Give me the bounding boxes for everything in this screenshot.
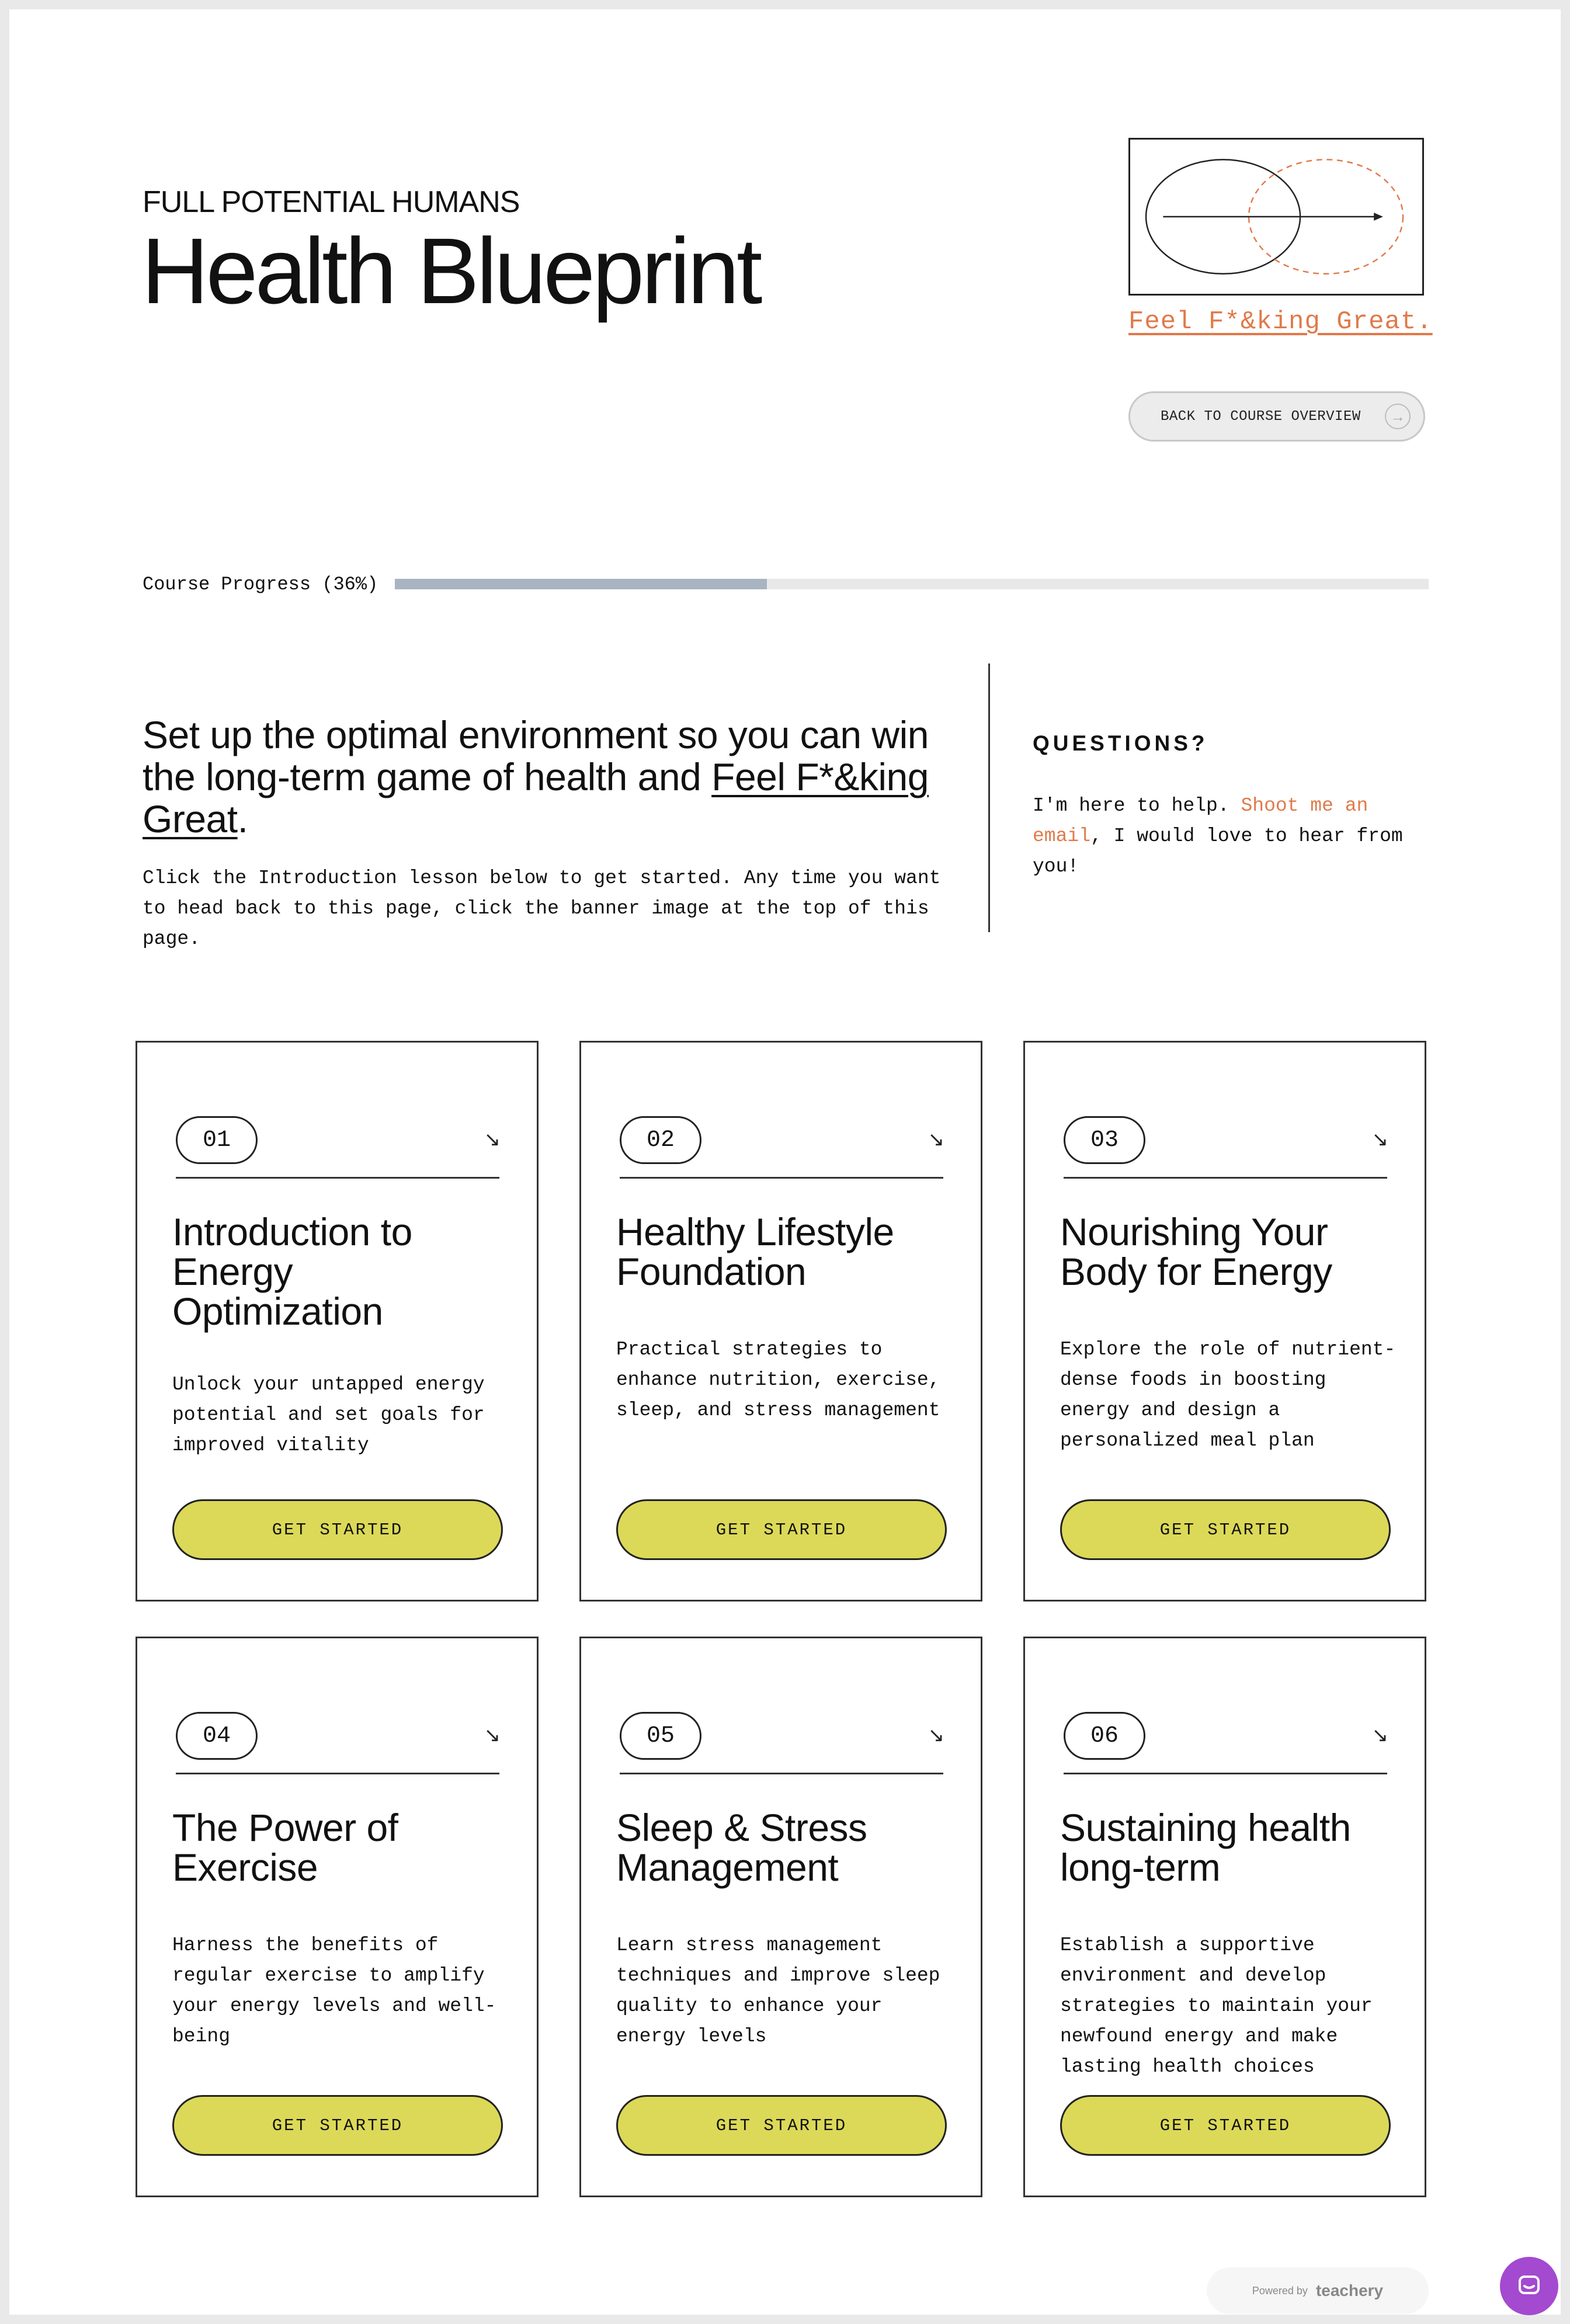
chat-bubble-icon	[1515, 2272, 1543, 2300]
lesson-title: Sleep & Stress Management	[616, 1806, 867, 1889]
questions-text-after: , I would love to hear from you!	[1033, 825, 1403, 877]
teachery-logo: teachery	[1315, 2281, 1384, 2299]
lesson-number-pill: 02	[620, 1116, 701, 1164]
card-divider	[1064, 1773, 1387, 1774]
lesson-card[interactable]	[136, 1041, 539, 1602]
page	[9, 9, 1561, 2315]
get-started-button[interactable]: GET STARTED	[172, 1499, 503, 1560]
lesson-card[interactable]	[579, 1637, 982, 2197]
get-started-button[interactable]: GET STARTED	[616, 1499, 947, 1560]
card-divider	[620, 1773, 943, 1774]
course-progress-fill	[395, 579, 767, 589]
questions-text-before: I'm here to help.	[1033, 795, 1241, 817]
back-button-label: BACK TO COURSE OVERVIEW	[1161, 408, 1361, 425]
card-divider	[176, 1177, 499, 1179]
brand-name: FULL POTENTIAL HUMANS	[143, 185, 520, 219]
email-link[interactable]: Shoot me an email	[1033, 795, 1368, 847]
card-divider	[620, 1177, 943, 1179]
intro-heading-link[interactable]: Feel F*&king Great	[143, 755, 929, 840]
arrow-right-circle-icon: →	[1385, 404, 1411, 429]
arrow-down-right-icon: ↘	[928, 1128, 944, 1151]
vertical-divider	[988, 663, 990, 932]
card-divider	[176, 1773, 499, 1774]
lesson-description: Harness the benefits of regular exercise to amplify your energy levels and well-being	[172, 1934, 496, 2047]
chat-launcher-button[interactable]	[1500, 2257, 1558, 2315]
get-started-button[interactable]: GET STARTED	[1060, 2095, 1391, 2156]
lesson-description: Practical strategies to enhance nutrition, exercise, sleep, and stress management	[616, 1339, 940, 1421]
get-started-button[interactable]: GET STARTED	[1060, 1499, 1391, 1560]
lesson-title: Nourishing Your Body for Energy	[1060, 1210, 1332, 1293]
tagline-link[interactable]: Feel F*&king Great.	[1128, 307, 1433, 336]
course-progress-bar	[395, 579, 1429, 589]
lesson-card[interactable]	[1023, 1637, 1426, 2197]
arrow-down-right-icon: ↘	[928, 1724, 944, 1746]
arrow-down-right-icon: ↘	[484, 1724, 501, 1746]
card-divider	[1064, 1177, 1387, 1179]
page-title: Health Blueprint	[141, 218, 760, 323]
lesson-description: Unlock your untapped energy potential and set goals for improved vitality	[172, 1374, 485, 1456]
arrow-down-right-icon: ↘	[484, 1128, 501, 1151]
powered-by-badge[interactable]	[1207, 2267, 1429, 2314]
get-started-button[interactable]: GET STARTED	[172, 2095, 503, 2156]
intro-heading-period: .	[237, 797, 248, 840]
banner-ellipses-graphic	[1130, 140, 1422, 294]
questions-body	[1033, 791, 1430, 882]
lesson-card[interactable]	[1023, 1041, 1426, 1602]
lesson-description: Establish a supportive environment and develop strategies to maintain your newfound energy and make lasting health choices	[1060, 1934, 1373, 2078]
lesson-number-pill: 06	[1064, 1712, 1145, 1760]
intro-heading-text: Set up the optimal environment so you can win the long-term game of health and	[143, 713, 929, 798]
course-progress-label: Course Progress (36%)	[143, 574, 378, 595]
intro-heading	[143, 714, 943, 840]
banner-image[interactable]	[1128, 138, 1424, 296]
lesson-number-pill: 03	[1064, 1116, 1145, 1164]
get-started-button[interactable]: GET STARTED	[616, 2095, 947, 2156]
lesson-title: Sustaining health long-term	[1060, 1806, 1351, 1889]
arrow-down-right-icon: ↘	[1371, 1724, 1388, 1746]
powered-by-label: Powered by	[1252, 2284, 1308, 2297]
arrow-down-right-icon: ↘	[1371, 1128, 1388, 1151]
lesson-title: Healthy Lifestyle Foundation	[616, 1210, 894, 1293]
lesson-number-pill: 04	[176, 1712, 258, 1760]
lesson-title: Introduction to Energy Optimization	[172, 1210, 412, 1333]
lesson-number-pill: 05	[620, 1712, 701, 1760]
lesson-description: Explore the role of nutrient-dense foods in boosting energy and design a personalized meal plan	[1060, 1339, 1396, 1451]
lesson-card[interactable]	[136, 1637, 539, 2197]
lesson-title: The Power of Exercise	[172, 1806, 398, 1889]
back-to-course-overview-button[interactable]	[1128, 391, 1425, 442]
lesson-card[interactable]	[579, 1041, 982, 1602]
lesson-number-pill: 01	[176, 1116, 258, 1164]
lesson-description: Learn stress management techniques and improve sleep quality to enhance your energy levels	[616, 1934, 940, 2047]
questions-title: QUESTIONS?	[1033, 731, 1208, 755]
intro-body: Click the Introduction lesson below to get started. Any time you want to head back to this page, click the banner image at the top of this page.	[143, 867, 941, 950]
